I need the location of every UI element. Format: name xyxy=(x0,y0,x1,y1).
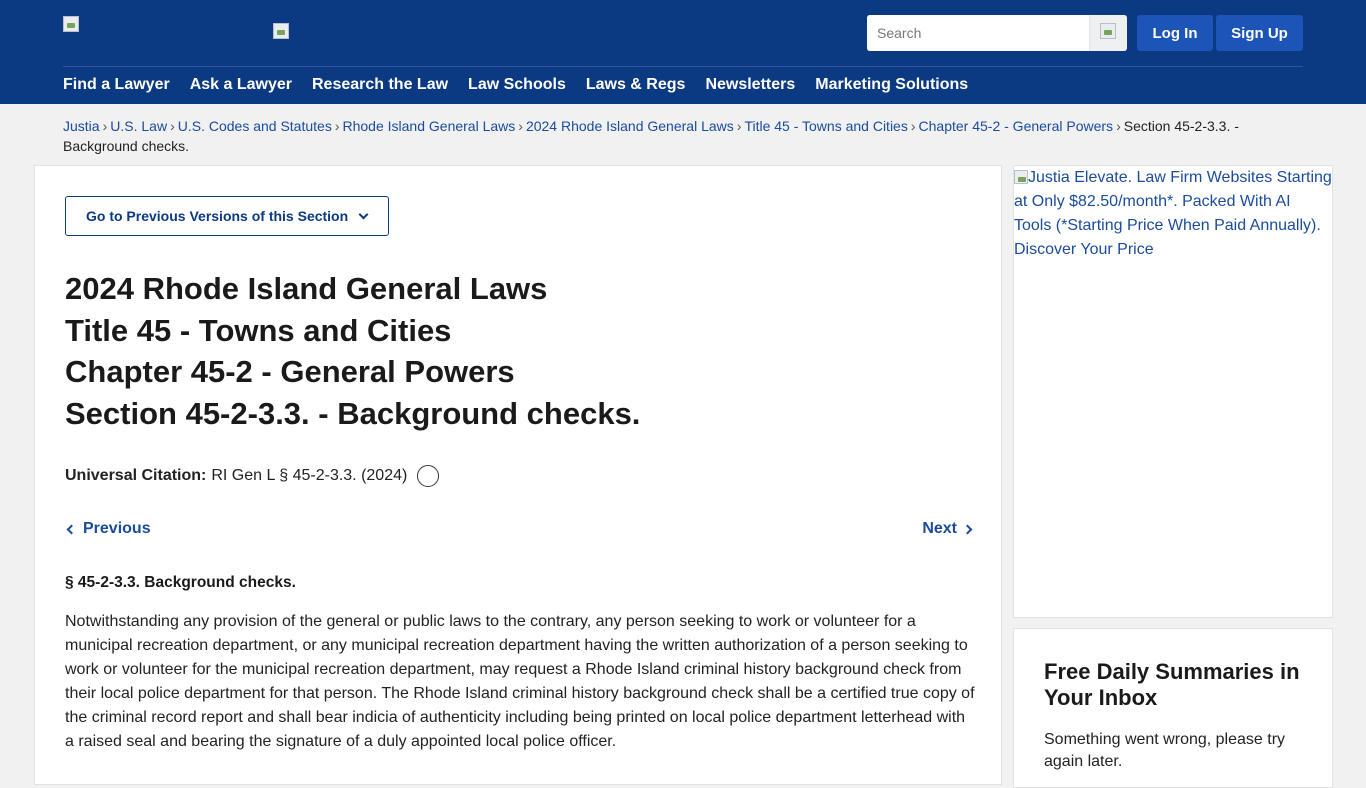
breadcrumb-link[interactable]: Chapter 45-2 - General Powers xyxy=(918,118,1114,134)
advertisement[interactable] xyxy=(1013,165,1333,618)
citation-label: Universal Citation: xyxy=(65,467,207,484)
title-line: Chapter 45-2 - General Powers xyxy=(65,354,515,389)
breadcrumb-separator: › xyxy=(910,118,916,134)
breadcrumb-separator: › xyxy=(518,118,523,134)
breadcrumb-separator: › xyxy=(736,118,742,134)
ad-alt-label: Justia Elevate. Law Firm Websites Starting at Only $82.50/month*. Packed With AI Tools (*Starting Price When Paid Annually). Discover Your Price xyxy=(1014,169,1332,258)
login-button[interactable]: Log In xyxy=(1137,15,1213,51)
chevron-down-icon xyxy=(359,209,369,219)
breadcrumb xyxy=(63,116,1263,156)
title-line: Section 45-2-3.3. - Background checks. xyxy=(65,395,641,431)
breadcrumb-link[interactable]: Justia xyxy=(63,118,100,134)
justia-logo-image[interactable] xyxy=(63,16,81,32)
breadcrumb-link[interactable]: 2024 Rhode Island General Laws xyxy=(525,118,734,134)
ad-alt-text[interactable] xyxy=(1014,166,1332,262)
breadcrumb-current: Section 45-2-3.3. - Background checks. xyxy=(63,118,1239,154)
nav-research-the-law[interactable]: Research the Law xyxy=(311,76,449,93)
site-header xyxy=(0,0,1366,104)
main-nav xyxy=(63,76,988,94)
nav-ask-a-lawyer[interactable]: Ask a Lawyer xyxy=(189,76,292,93)
newsletter-title: Free Daily Summaries in Your Inbox xyxy=(1044,659,1300,710)
page-title xyxy=(65,268,640,434)
breadcrumb-link[interactable]: Title 45 - Towns and Cities xyxy=(744,118,908,134)
breadcrumb-link[interactable]: U.S. Law xyxy=(110,118,168,134)
nav-laws-and-regs[interactable]: Laws & Regs xyxy=(585,76,686,93)
section-text: Notwithstanding any provision of the general or public laws to the contrary, any person seeking to work or volunteer for a municipal recreation department, or any municipal recreation department having the written authorization of a person seeking to work or volunteer for the municipal recreation department, may request a Rhode Island criminal history background check from their local police department for that person. The Rhode Island criminal history background check shall be a certified true copy of the criminal record report and shall bear indicia of authenticity including being printed on local police department letterhead with a raised seal and bearing the signature of a duly appointed local police officer. xyxy=(65,613,975,750)
nav-law-schools[interactable]: Law Schools xyxy=(468,76,566,93)
chevron-right-icon xyxy=(963,524,973,534)
universal-citation xyxy=(65,465,439,487)
next-section-link[interactable] xyxy=(922,520,971,538)
next-label: Next xyxy=(922,520,957,537)
header-divider xyxy=(63,66,1303,67)
title-line: 2024 Rhode Island General Laws xyxy=(65,271,548,306)
broken-image-icon xyxy=(63,16,79,32)
broken-image-icon xyxy=(1014,170,1028,184)
search-button[interactable] xyxy=(1089,15,1127,51)
nav-newsletters[interactable]: Newsletters xyxy=(705,76,796,93)
breadcrumb-link[interactable]: Rhode Island General Laws xyxy=(342,118,516,134)
previous-versions-label: Go to Previous Versions of this Section xyxy=(86,208,349,224)
breadcrumb-separator: › xyxy=(334,118,340,134)
breadcrumb-link[interactable]: U.S. Codes and Statutes xyxy=(177,118,332,134)
newsletter-error-message: Something went wrong, please try again later. xyxy=(1044,731,1286,770)
previous-section-link[interactable] xyxy=(65,520,151,538)
breadcrumb-separator: › xyxy=(102,118,108,134)
signup-button[interactable]: Sign Up xyxy=(1216,15,1303,51)
header-secondary-image[interactable] xyxy=(273,23,291,39)
title-line: Title 45 - Towns and Cities xyxy=(65,312,452,348)
broken-image-icon xyxy=(273,23,289,39)
previous-label: Previous xyxy=(83,520,151,537)
chevron-left-icon xyxy=(67,524,77,534)
copy-citation-icon[interactable] xyxy=(417,465,439,487)
breadcrumb-separator: › xyxy=(1116,118,1121,134)
breadcrumb-separator: › xyxy=(170,118,175,134)
citation-value: RI Gen L § 45-2-3.3. (2024) xyxy=(211,467,408,484)
search-icon xyxy=(1100,23,1116,39)
newsletter-signup xyxy=(1013,628,1333,788)
nav-find-a-lawyer[interactable]: Find a Lawyer xyxy=(63,76,170,93)
previous-versions-button[interactable] xyxy=(65,196,389,236)
search-box xyxy=(867,15,1127,51)
section-heading: § 45-2-3.3. Background checks. xyxy=(65,574,296,591)
search-input[interactable] xyxy=(867,15,1089,51)
main-content xyxy=(34,165,1002,785)
nav-marketing-solutions[interactable]: Marketing Solutions xyxy=(815,76,969,93)
